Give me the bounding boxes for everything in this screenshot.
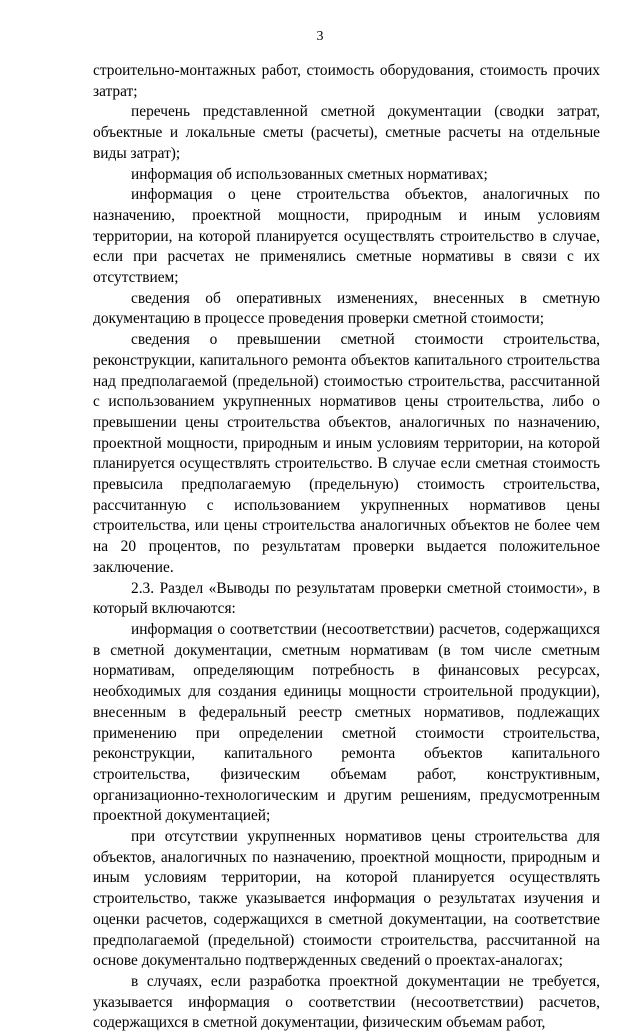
paragraph: в случаях, если разработка проектной документации не требуется, указывается информация о соответствии (несоответствии) расчетов, содержащихся в сметной документации, физическим объемам работ,	[93, 972, 600, 1032]
paragraph: информация об использованных сметных нормативах;	[131, 165, 488, 183]
section-heading-paragraph: 2.3. Раздел «Выводы по результатам проверки сметной стоимости», в который включаются:	[93, 579, 600, 618]
body-text	[93, 61, 600, 1034]
paragraph: сведения об оперативных изменениях, внесенных в сметную документацию в процессе проведения проверки сметной стоимости;	[93, 289, 600, 328]
paragraph: сведения о превышении сметной стоимости строительства, реконструкции, капитального ремонта объектов капитального строительства над предполагаемой (предельной) стоимостью строительства, рассчитанной с использованием укрупненных нормативов цены строительства, либо о превышении цены строительства объектов, аналогичных по назначению, проектной мощности, природным и иным условиям территории, на которой планируется осуществлять строительство. В случае если сметная стоимость превысила предполагаемую (предельную) стоимость строительства, рассчитанную с использованием укрупненных нормативов цены строительства, или цены строительства аналогичных объектов не более чем на 20 процентов, по результатам проверки выдается положительное заключение.	[93, 331, 600, 576]
paragraph: информация о соответствии (несоответствии) расчетов, содержащихся в сметной документации, сметным нормативам (в том числе сметным нормативам, определяющим потребность в финансовых ресурсах, необходимых для создания единицы мощности строительной продукции), внесенным в федеральный реестр сметных нормативов, подлежащих применению при определении сметной стоимости строительства, реконструкции, капитального ремонта объектов капитального строительства, физическим объемам работ, конструктивным, организационно-технологическим и другим решениям, предусмотренным проектной документацией;	[93, 620, 600, 825]
paragraph: перечень представленной сметной документации (сводки затрат, объектные и локальные сметы (расчеты), сметные расчеты на отдельные виды затрат);	[93, 103, 600, 162]
paragraph-continuation: строительно-монтажных работ, стоимость оборудования, стоимость прочих затрат;	[93, 62, 600, 100]
page-number: 3	[316, 29, 324, 44]
paragraph: информация о цене строительства объектов, аналогичных по назначению, проектной мощности, природным и иным условиям территории, на которой планируется осуществлять строительство в случае, если при расчетах не применялись сметные нормативы в связи с их отсутствием;	[93, 186, 600, 287]
paragraph: при отсутствии укрупненных нормативов цены строительства для объектов, аналогичных по назначению, проектной мощности, природным и иным условиям территории, на которой планируется осуществлять строительство, также указывается информация о результатах изучения и оценки расчетов, содержащихся в сметной документации, на соответствие предполагаемой (предельной) стоимости строительства, рассчитанной на основе документально подтвержденных сведений о проектах-аналогах;	[93, 828, 600, 970]
